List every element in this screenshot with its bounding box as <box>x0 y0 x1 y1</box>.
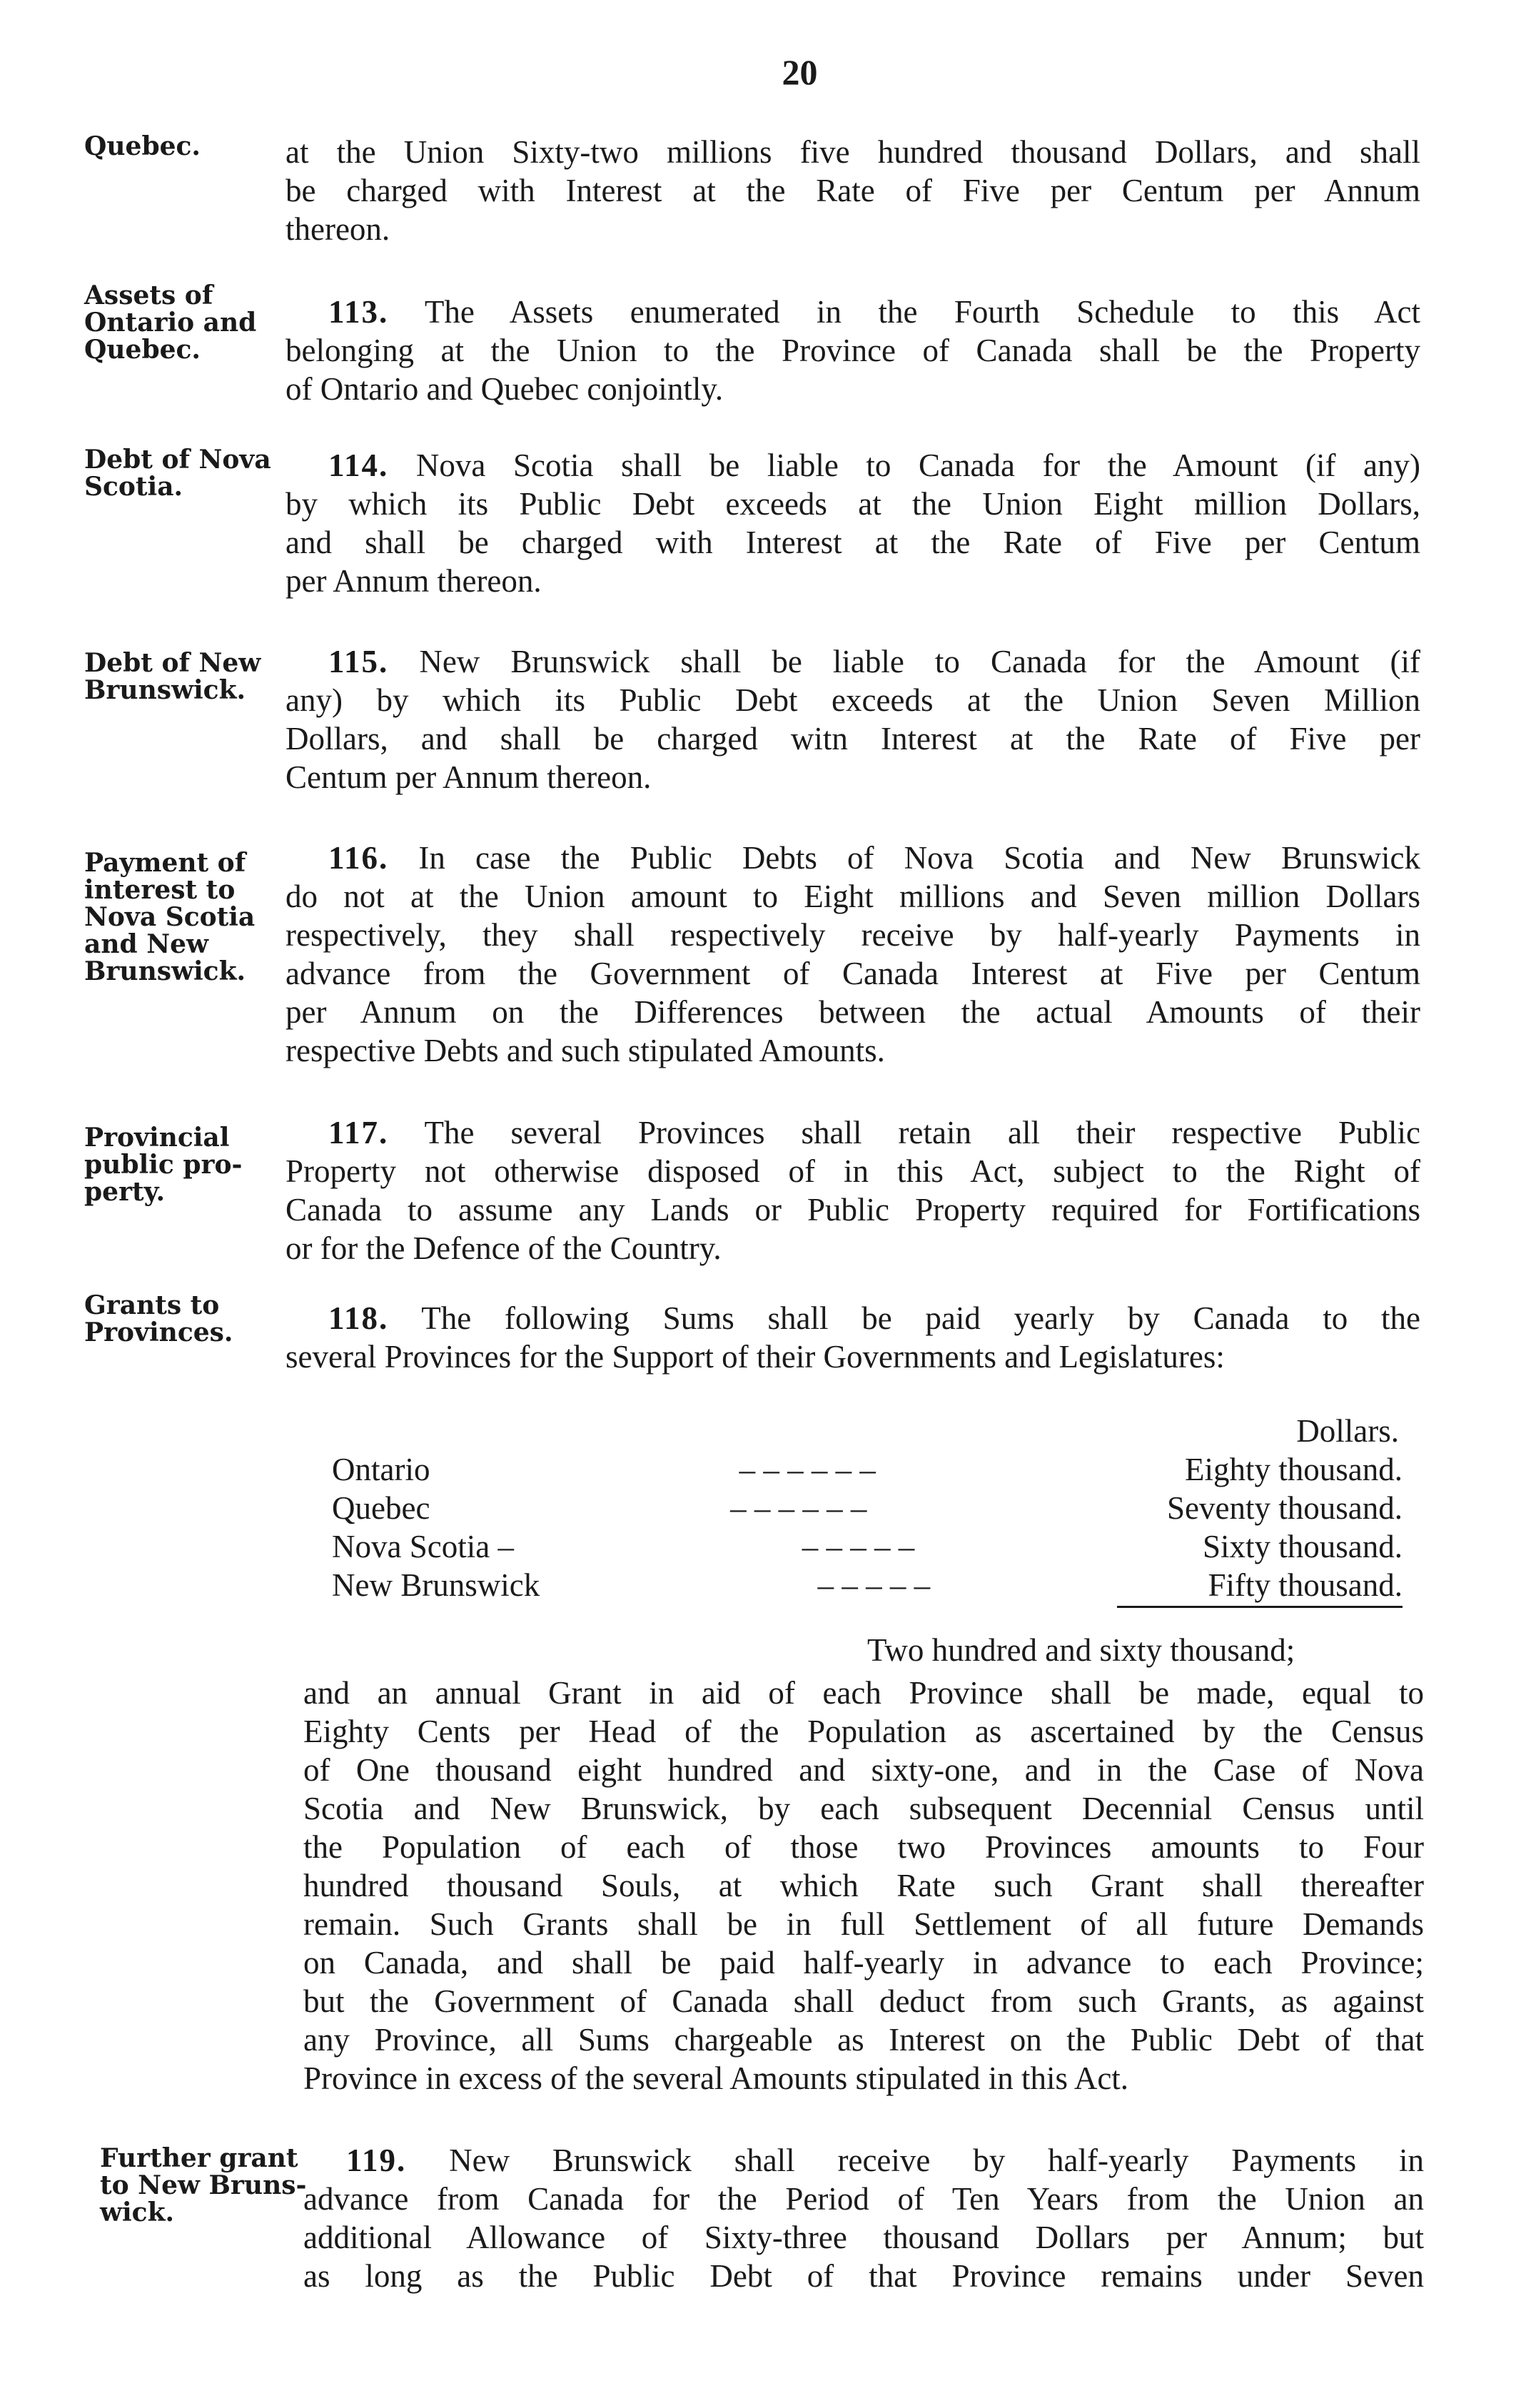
section-119 <box>303 2141 1424 2295</box>
text-line: remain. Such Grants shall be in full Settlement of all future Demands <box>303 1906 1424 1942</box>
margin-note-assets: Assets of Ontario and Quebec. <box>84 280 257 365</box>
margin-note-grants: Grants to Provinces. <box>84 1290 233 1347</box>
section-number: 118. <box>328 1300 389 1336</box>
section-number: 115. <box>328 644 389 679</box>
margin-note-provincial-property: Provincial public pro- perty. <box>84 1123 243 1207</box>
text-line: and shall be charged with Interest at the Rate of Five per Centum <box>285 525 1420 560</box>
text-line: thereon. <box>285 211 390 247</box>
text-line: 115. New Brunswick shall be liable to Canada for the Amount (if <box>328 644 1421 679</box>
table-row <box>332 1527 1403 1566</box>
total-rule <box>1117 1606 1403 1608</box>
section-118 <box>285 1299 1420 1376</box>
province-name: Quebec <box>332 1490 430 1526</box>
section-number: 113. <box>328 294 389 330</box>
province-name: New Brunswick <box>332 1567 540 1603</box>
section-116 <box>285 839 1420 1070</box>
text-line: Canada to assume any Lands or Public Property required for Fortifications <box>285 1192 1420 1228</box>
leader-dashes: – – – – – – <box>730 1490 867 1526</box>
text-line: be charged with Interest at the Rate of Five per Centum per Annum <box>285 173 1420 208</box>
text-line: Property not otherwise disposed of in this Act, subject to the Right of <box>285 1153 1420 1189</box>
text-line: hundred thousand Souls, at which Rate such Grant shall thereafter <box>303 1868 1424 1903</box>
grants-table <box>332 1412 1403 1604</box>
text-line: Scotia and New Brunswick, by each subsequent Decennial Census until <box>303 1791 1424 1826</box>
text-line: 118. The following Sums shall be paid yearly by Canada to the <box>328 1300 1420 1336</box>
text-line: per Annum thereon. <box>285 563 542 599</box>
grant-amount: Seventy thousand. <box>1167 1490 1403 1526</box>
province-name: Nova Scotia – <box>332 1529 514 1564</box>
table-row <box>332 1489 1403 1527</box>
text-line: respective Debts and such stipulated Amounts. <box>285 1033 885 1068</box>
text-line: at the Union Sixty-two millions five hundred thousand Dollars, and shall <box>285 134 1420 170</box>
grants-total: Two hundred and sixty thousand; <box>867 1632 1295 1668</box>
text-line: but the Government of Canada shall deduct from such Grants, as against <box>303 1983 1424 2019</box>
grant-amount: Sixty thousand. <box>1202 1529 1403 1564</box>
text-line: advance from the Government of Canada Interest at Five per Centum <box>285 956 1420 991</box>
margin-note-further-grant: Further grant to New Bruns- wick. <box>100 2143 307 2227</box>
text-line: Dollars, and shall be charged witn Interest at the Rate of Five per <box>285 721 1420 757</box>
text-line: 116. In case the Public Debts of Nova Scotia and New Brunswick <box>328 840 1421 876</box>
text-line: belonging at the Union to the Province of Canada shall be the Property <box>285 333 1420 368</box>
margin-note-debt-new-brunswick: Debt of New Brunswick. <box>84 648 261 705</box>
text-line: advance from Canada for the Period of Ten Years from the Union an <box>303 2181 1424 2217</box>
section-number: 119. <box>346 2143 407 2178</box>
text-line: on Canada, and shall be paid half-yearly in advance to each Province; <box>303 1945 1424 1980</box>
text-line: respectively, they shall respectively receive by half-yearly Payments in <box>285 917 1420 953</box>
section-117 <box>285 1113 1420 1268</box>
text-line: additional Allowance of Sixty-three thousand Dollars per Annum; but <box>303 2220 1424 2255</box>
section-114 <box>285 446 1420 600</box>
table-header-dollars: Dollars. <box>1296 1413 1399 1449</box>
text-line: 119. New Brunswick shall receive by half-yearly Payments in <box>346 2143 1425 2178</box>
text-line: of One thousand eight hundred and sixty-one, and in the Case of Nova <box>303 1752 1424 1788</box>
text-line: or for the Defence of the Country. <box>285 1230 722 1266</box>
text-line: do not at the Union amount to Eight millions and Seven million Dollars <box>285 879 1420 914</box>
text-line: of Ontario and Quebec conjointly. <box>285 371 724 407</box>
section-115 <box>285 642 1420 796</box>
section-number: 117. <box>328 1115 389 1150</box>
text-line: the Population of each of those two Provinces amounts to Four <box>303 1829 1424 1865</box>
section-113 <box>285 293 1420 408</box>
text-line: 114. Nova Scotia shall be liable to Canada for the Amount (if any) <box>328 447 1421 483</box>
grant-amount: Fifty thousand. <box>1208 1567 1403 1603</box>
text-line: any) by which its Public Debt exceeds at the Union Seven Million <box>285 682 1420 718</box>
table-row <box>332 1566 1403 1604</box>
text-line: as long as the Public Debt of that Province remains under Seven <box>303 2258 1424 2294</box>
grant-amount: Eighty thousand. <box>1185 1452 1403 1487</box>
province-name: Ontario <box>332 1452 430 1487</box>
margin-note-debt-nova-scotia: Debt of Nova Scotia. <box>84 445 271 502</box>
text-line: 113. The Assets enumerated in the Fourth Schedule to this Act <box>328 294 1420 330</box>
text-line: any Province, all Sums chargeable as Interest on the Public Debt of that <box>303 2022 1424 2058</box>
margin-note-quebec: Quebec. <box>84 131 201 161</box>
section-number: 116. <box>328 840 389 876</box>
margin-note-payment-interest: Payment of interest to Nova Scotia and New Brunswick. <box>84 848 256 986</box>
section-118-continuation <box>303 1674 1424 2098</box>
leader-dashes: – – – – – <box>802 1529 915 1564</box>
text-line: Province in excess of the several Amounts stipulated in this Act. <box>303 2060 1129 2096</box>
paragraph-quebec-debt <box>285 133 1420 248</box>
text-line: Eighty Cents per Head of the Population as ascertained by the Census <box>303 1714 1424 1749</box>
text-line: several Provinces for the Support of their Governments and Legislatures: <box>285 1339 1225 1375</box>
table-row <box>332 1450 1403 1489</box>
text-line: per Annum on the Differences between the actual Amounts of their <box>285 994 1420 1030</box>
leader-dashes: – – – – – – <box>739 1452 876 1487</box>
page-number: 20 <box>782 52 818 92</box>
text-line: Centum per Annum thereon. <box>285 759 652 795</box>
section-number: 114. <box>328 447 389 483</box>
leader-dashes: – – – – – <box>817 1567 931 1603</box>
text-line: 117. The several Provinces shall retain all their respective Public <box>328 1115 1420 1150</box>
text-line: and an annual Grant in aid of each Province shall be made, equal to <box>303 1675 1424 1711</box>
text-line: by which its Public Debt exceeds at the Union Eight million Dollars, <box>285 486 1420 522</box>
